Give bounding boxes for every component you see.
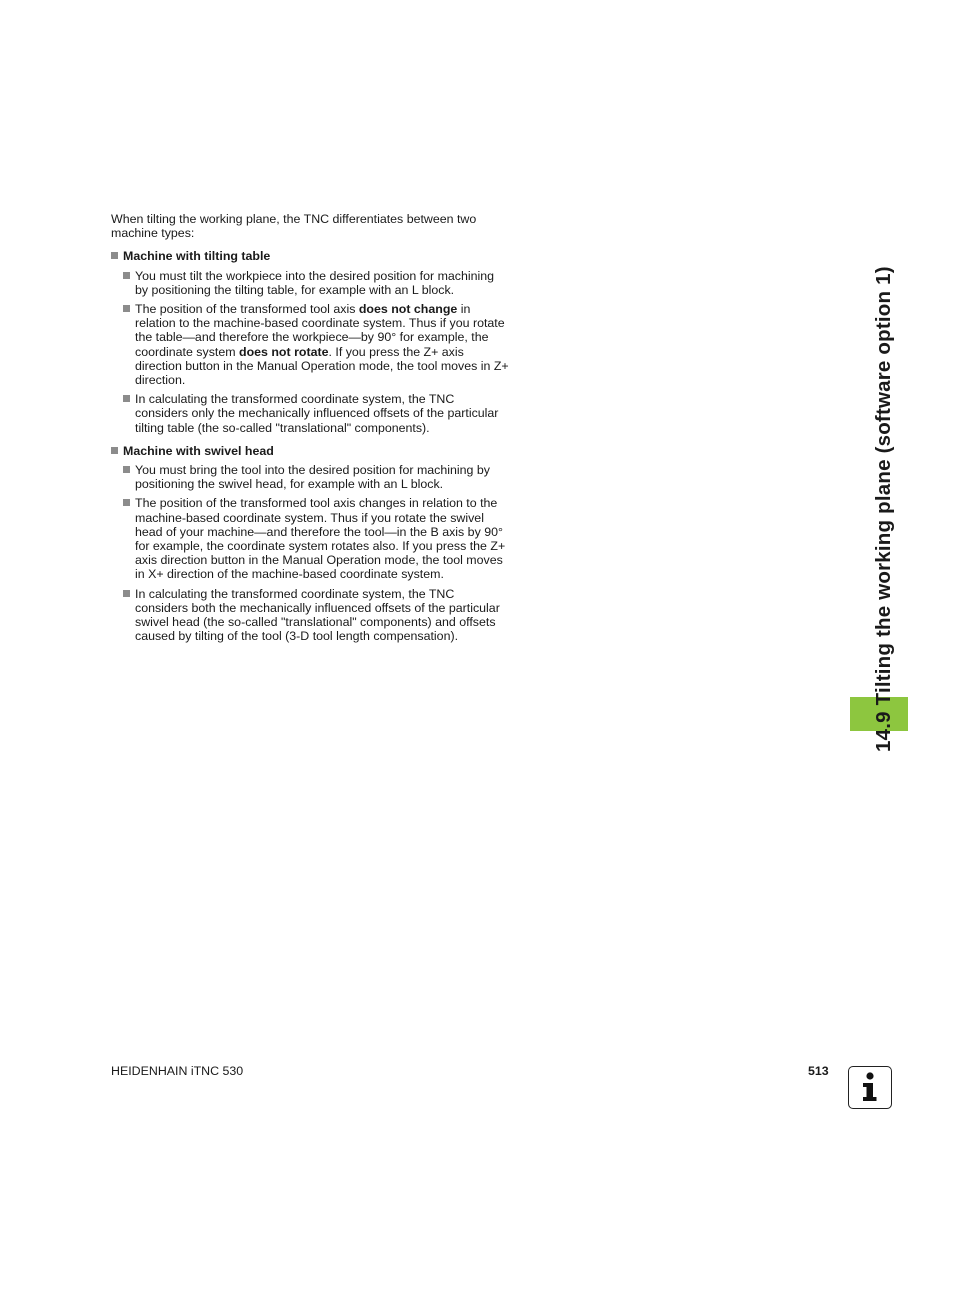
square-bullet-icon: [111, 447, 118, 454]
info-icon: [848, 1066, 892, 1109]
square-bullet-icon: [111, 252, 118, 259]
list-item: [123, 587, 509, 644]
bullet-list: [111, 463, 509, 643]
square-bullet-icon: [123, 395, 130, 402]
square-bullet-icon: [123, 305, 130, 312]
list-item: [123, 496, 509, 581]
intro-paragraph: When tilting the working plane, the TNC differentiates between two machine types:: [111, 212, 477, 241]
section-heading-text: Machine with swivel head: [123, 443, 274, 458]
section-swivel-head: [111, 444, 509, 644]
list-item-text: You must tilt the workpiece into the desired position for machining by positioning the tilting table, for example with an L block.: [135, 268, 495, 297]
square-bullet-icon: [123, 466, 130, 473]
square-bullet-icon: [123, 272, 130, 279]
list-item-text: The position of the transformed tool axis changes in relation to the machine-based coordinate system. Thus if you rotate the swivel head of your machine—and therefore the tool—in the B axis by 90° for example, the coordinate system rotates also. If you press the Z+ axis direction button in the Manual Operation mode, the tool moves in X+ direction of the machine-based coordinate system.: [135, 496, 506, 582]
list-item: [123, 463, 509, 491]
list-item: [123, 392, 509, 435]
chapter-side-title: 14.9 Tilting the working plane (software option 1): [872, 266, 895, 752]
bullet-list: [111, 269, 509, 435]
section-tilting-table: [111, 249, 509, 434]
list-item-text: You must bring the tool into the desired position for machining by positioning the swivel head, for example with an L block.: [135, 463, 490, 492]
page-number: 513: [808, 1064, 829, 1078]
list-item-text: The position of the transformed tool axis does not change in relation to the machine-based coordinate system. Thus if you rotate the table—and therefore the workpiece—by 90° for example, the coordinate system does not rotate. If you press the Z+ axis direction button in the Manual Operation mode, the tool moves in Z+ direction.: [135, 302, 509, 388]
list-item: [123, 302, 509, 387]
main-content: [111, 212, 509, 652]
list-item-text: In calculating the transformed coordinate system, the TNC considers only the mechanically influenced offsets of the particular tilting table (the so-called "translational" components).: [135, 392, 499, 435]
section-heading-text: Machine with tilting table: [123, 249, 271, 264]
list-item-text: In calculating the transformed coordinate system, the TNC considers both the mechanically influenced offsets of the particular swivel head (the so-called "translational" components) and offsets caused by tilting of the tool (3-D tool length compensation).: [135, 586, 500, 644]
info-i-glyph: [849, 1067, 890, 1107]
section-heading: [111, 444, 509, 458]
section-heading: [111, 249, 509, 263]
square-bullet-icon: [123, 590, 130, 597]
square-bullet-icon: [123, 499, 130, 506]
footer-product-name: HEIDENHAIN iTNC 530: [111, 1064, 244, 1078]
list-item: [123, 269, 509, 297]
